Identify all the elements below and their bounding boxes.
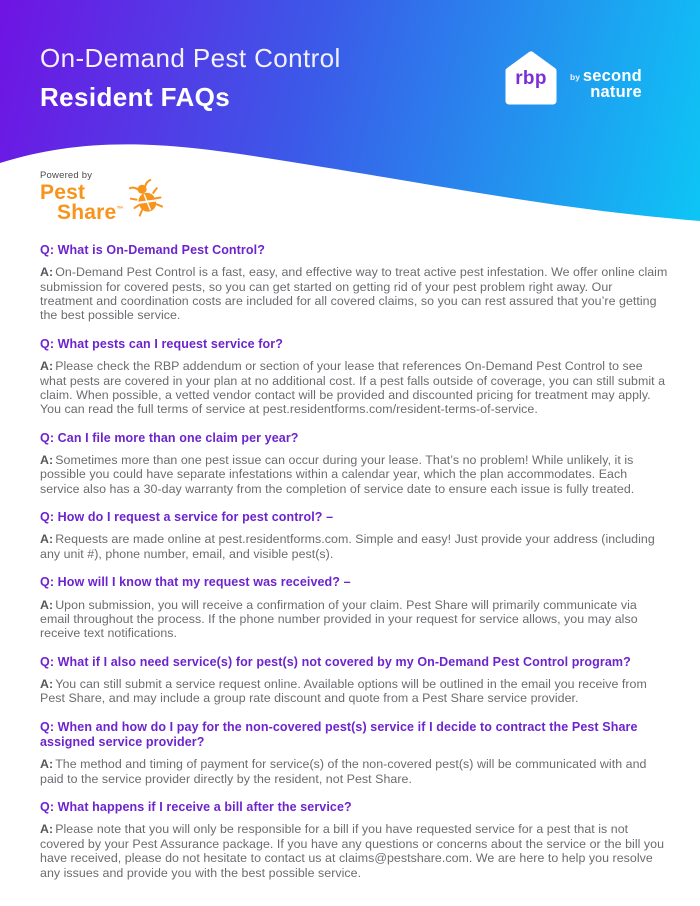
trademark-symbol: ™ bbox=[116, 205, 124, 213]
page-subtitle: Resident FAQs bbox=[40, 81, 231, 112]
by-label: by bbox=[570, 72, 580, 83]
faq-answer: A: Upon submission, you will receive a confirmation of your claim. Pest Share will primarily communicate via email throughout the process. If the phone number provided in your request for service allows, you may also receive text notifications. bbox=[40, 597, 638, 641]
faq-answer: A: Please note that you will only be responsible for a bill if you have requested service for a pest that is not covered by your Pest Assurance package. If you have any questions or concerns about the service or the bill you have received, please do not hesitate to contact us at claims@pestshare.com. We are here to help you resolve any issues and provide you with the best possible service. bbox=[40, 822, 665, 880]
faq-item bbox=[40, 575, 668, 640]
faq-question: Q: What is On-Demand Pest Control? bbox=[40, 243, 265, 257]
second-word: second bbox=[582, 67, 642, 86]
rbp-logo-text: rbp bbox=[515, 68, 547, 89]
pest-share-brand bbox=[40, 170, 163, 223]
faq-item bbox=[40, 431, 668, 496]
page-title: On-Demand Pest Control bbox=[40, 43, 341, 73]
faq-answer: A: Requests are made online at pest.residentforms.com. Simple and easy! Just provide your address (including any unit #), phone number, email, and visible pest(s). bbox=[40, 532, 655, 561]
faq-item bbox=[40, 337, 668, 417]
faq-question: Q: How do I request a service for pest control? – bbox=[40, 510, 334, 525]
faq-item bbox=[40, 510, 668, 561]
faq-answer: A: You can still submit a service request online. Available options will be outlined in the email you receive from Pest Share, and may include a group rate discount and quote from a Pest Share service provider. bbox=[40, 677, 647, 706]
faq-answer: A: Please check the RBP addendum or section of your lease that references On-Demand Pest Control to see what pests are covered in your plan at no additional cost. If a pest falls outside of coverage, you can still submit a claim. When possible, a vetted vendor contact will be provided and discounted pricing for treatment may apply. You can read the full terms of service at pest.residentforms.com/resident-terms-of-service. bbox=[40, 359, 666, 417]
faq-question: Q: What pests can I request service for? bbox=[40, 336, 283, 351]
faq-question: Q: What if I also need service(s) for pest(s) not covered by my On-Demand Pest Control program? bbox=[40, 654, 631, 669]
header-titles bbox=[40, 42, 341, 113]
pest-word: Pest bbox=[40, 181, 86, 204]
second-nature-wordmark bbox=[570, 58, 642, 99]
faq-item bbox=[40, 655, 668, 706]
faq-answer: A: The method and timing of payment for service(s) of the non-covered pest(s) will be communicated with and paid to the service provider directly by the resident, not Pest Share. bbox=[40, 757, 647, 786]
bug-icon bbox=[129, 179, 163, 219]
nature-word: nature bbox=[590, 82, 642, 101]
faq-content bbox=[0, 230, 700, 880]
faq-item bbox=[40, 243, 668, 323]
faq-item bbox=[40, 720, 668, 786]
rbp-logo bbox=[503, 50, 559, 108]
faq-question: Q: How will I know that my request was received? – bbox=[40, 575, 351, 590]
faq-answer: A: On-Demand Pest Control is a fast, easy, and effective way to treat active pest infestation. We offer online claim submission for covered pests, so you can get started on getting rid of your pest problem right away. Our treatment and coordination costs are included for all covered claims, so you can rest assured that you’re getting the best possible service. bbox=[40, 265, 668, 323]
powered-by-label: Powered by bbox=[40, 170, 93, 181]
faq-question: Q: What happens if I receive a bill after the service? bbox=[40, 800, 352, 815]
faq-question: Q: Can I file more than one claim per year? bbox=[40, 430, 299, 445]
faq-item bbox=[40, 800, 668, 880]
faq-answer: A: Sometimes more than one pest issue can occur during your lease. That’s no problem! While unlikely, it is possible you could have separate infestations within a calendar year, which the plan accommodates. Each service also has a 30-day warranty from the completion of service date to ensure each issue is fully treated. bbox=[40, 453, 635, 496]
faq-question: Q: When and how do I pay for the non-covered pest(s) service if I decide to contract the Pest Share assigned service provider? bbox=[40, 719, 638, 750]
rbp-second-nature-brand bbox=[503, 50, 642, 108]
share-word: Share™ bbox=[57, 200, 124, 224]
